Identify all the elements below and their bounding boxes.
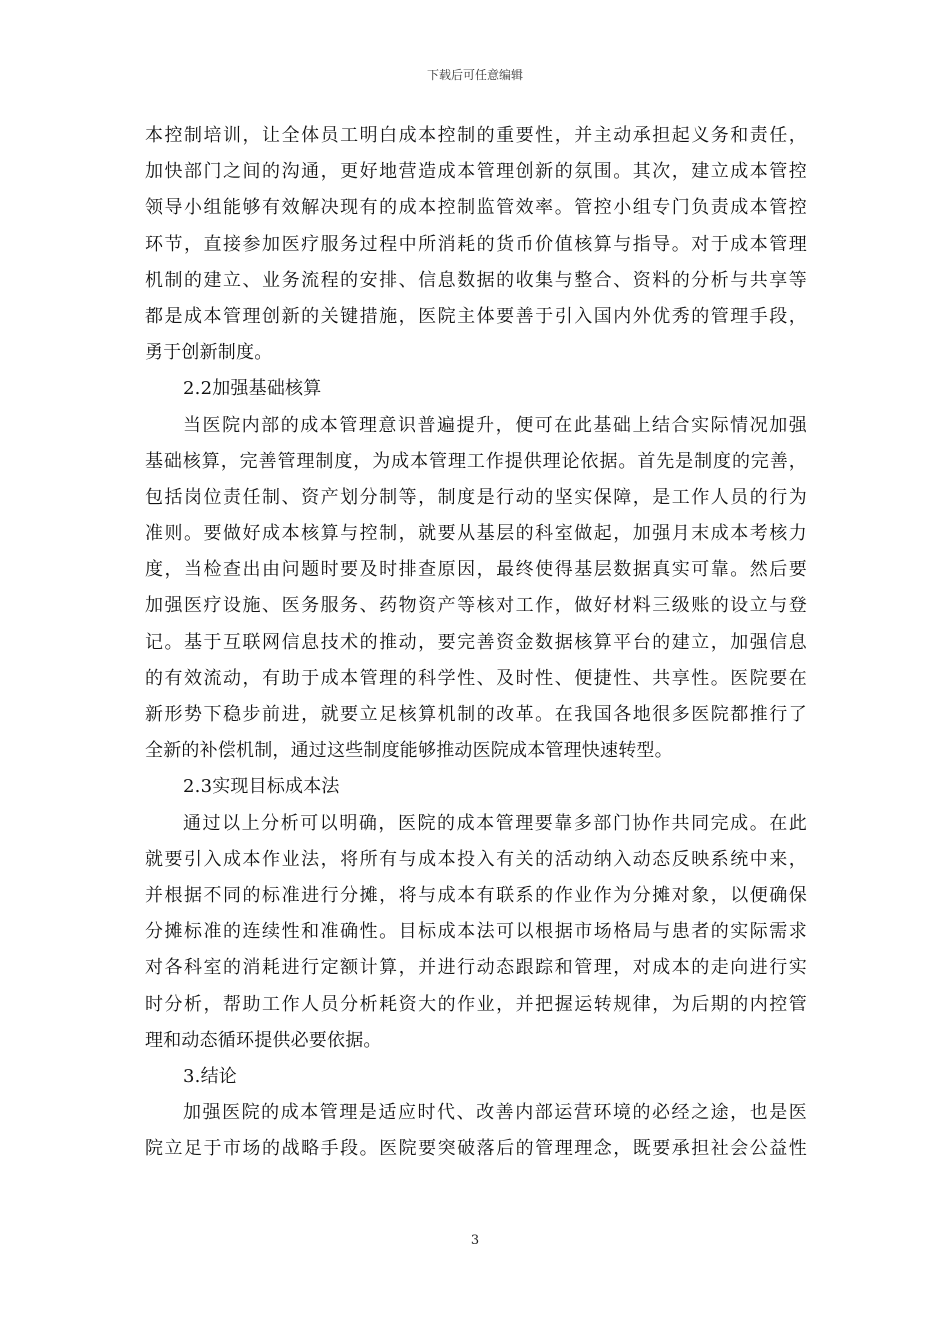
text-line: 勇于创新制度。 (145, 342, 273, 364)
text-line: 准则。要做好成本核算与控制，就要从基层的科室做起，加强月末成本考核力 (145, 523, 807, 545)
document-body (145, 118, 807, 1167)
page-number: 3 (470, 1233, 480, 1248)
text-line: 时分析，帮助工作人员分析耗资大的作业，并把握运转规律，为后期的内控管 (145, 993, 807, 1015)
text-line: 领导小组能够有效解决现有的成本控制监管效率。管控小组专门负责成本管控 (145, 197, 807, 219)
text-line: 全新的补偿机制，通过这些制度能够推动医院成本管理快速转型。 (145, 740, 673, 762)
section-heading: 2.2加强基础核算 (183, 378, 322, 400)
text-line: 通过以上分析可以明确，医院的成本管理要靠多部门协作共同完成。在此 (183, 812, 807, 834)
page-header: 下载后可任意编辑 (426, 68, 523, 82)
section-heading: 2.3实现目标成本法 (183, 776, 340, 798)
text-line: 包括岗位责任制、资产划分制等，制度是行动的坚实保障，是工作人员的行为 (145, 486, 807, 508)
text-line: 加强医疗设施、医务服务、药物资产等核对工作，做好材料三级账的设立与登 (145, 595, 807, 617)
text-line: 加快部门之间的沟通，更好地营造成本管理创新的氛围。其次，建立成本管控 (145, 161, 807, 183)
text-line: 本控制培训，让全体员工明白成本控制的重要性，并主动承担起义务和责任， (145, 125, 807, 146)
text-line: 并根据不同的标准进行分摊，将与成本有联系的作业作为分摊对象，以便确保 (145, 884, 807, 906)
text-line: 记。基于互联网信息技术的推动，要完善资金数据核算平台的建立，加强信息 (145, 631, 807, 653)
text-line: 加强医院的成本管理是适应时代、改善内部运营环境的必经之途，也是医 (183, 1102, 807, 1124)
text-line: 理和动态循环提供必要依据。 (145, 1029, 382, 1051)
text-line: 基础核算，完善管理制度，为成本管理工作提供理论依据。首先是制度的完善， (145, 450, 807, 472)
text-line: 分摊标准的连续性和准确性。目标成本法可以根据市场格局与患者的实际需求 (145, 921, 807, 943)
text-line: 新形势下稳步前进，就要立足核算机制的改革。在我国各地很多医院都推行了 (145, 704, 807, 725)
section-heading: 3.结论 (183, 1065, 237, 1087)
text-line: 院立足于市场的战略手段。医院要突破落后的管理理念，既要承担社会公益性 (145, 1138, 807, 1160)
text-line: 环节，直接参加医疗服务过程中所消耗的货币价值核算与指导。对于成本管理 (145, 233, 807, 255)
text-line: 机制的建立、业务流程的安排、信息数据的收集与整合、资料的分析与共享等 (145, 269, 807, 291)
text-line: 对各科室的消耗进行定额计算，并进行动态跟踪和管理，对成本的走向进行实 (145, 957, 807, 979)
text-line: 的有效流动，有助于成本管理的科学性、及时性、便捷性、共享性。医院要在 (145, 667, 807, 689)
text-line: 度，当检查出由问题时要及时排查原因，最终使得基层数据真实可靠。然后要 (145, 559, 807, 581)
text-line: 当医院内部的成本管理意识普遍提升，便可在此基础上结合实际情况加强 (183, 414, 807, 436)
text-line: 都是成本管理创新的关键措施，医院主体要善于引入国内外优秀的管理手段， (145, 305, 807, 327)
text-line: 就要引入成本作业法，将所有与成本投入有关的活动纳入动态反映系统中来， (145, 848, 807, 870)
